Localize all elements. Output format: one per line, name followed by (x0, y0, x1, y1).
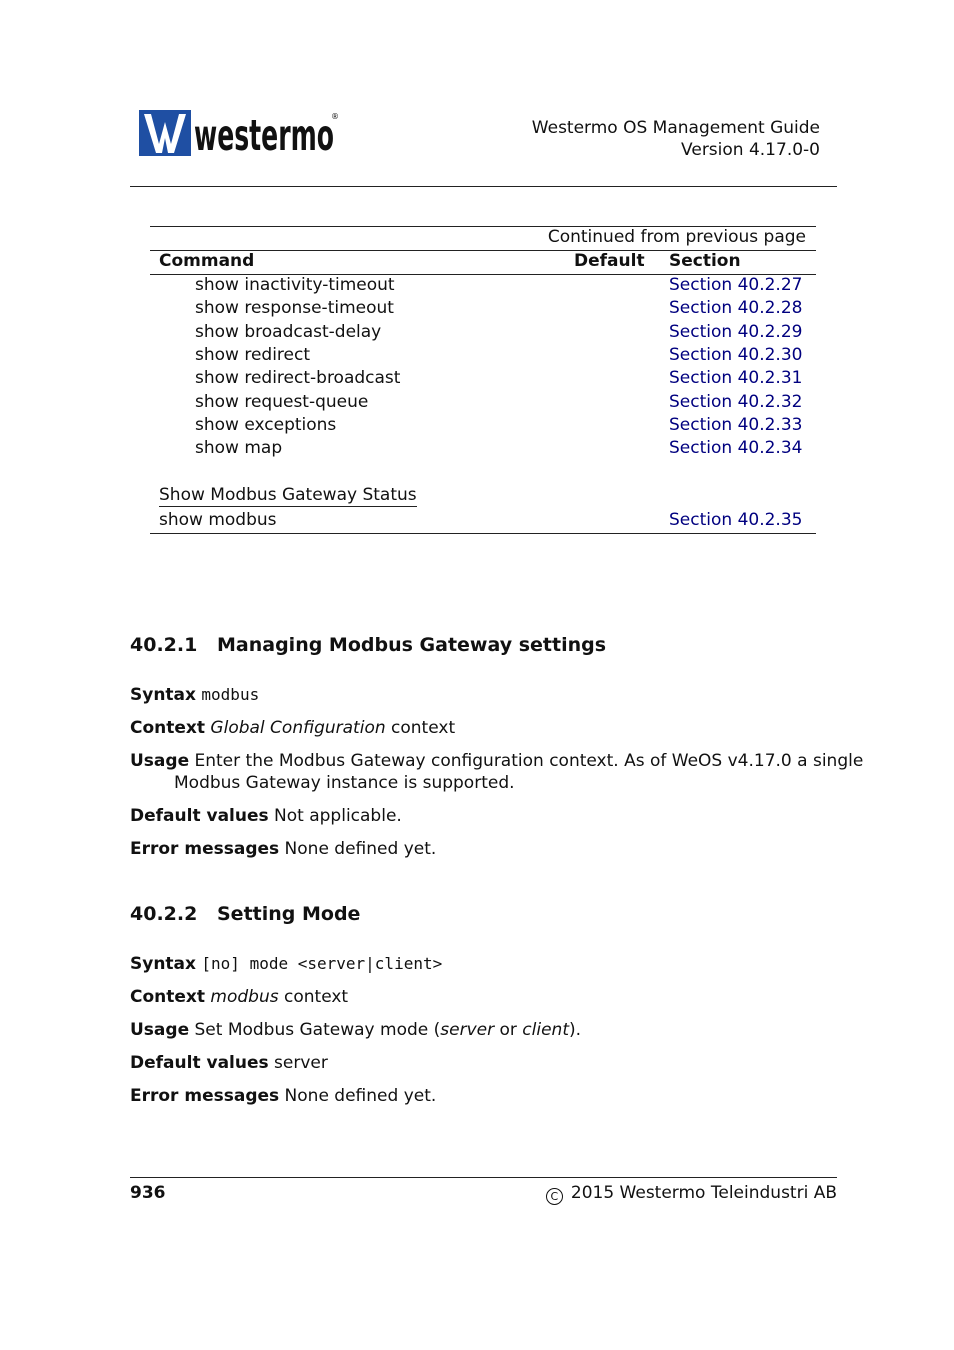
section-title: Setting Mode (217, 903, 361, 925)
section-number: 40.2.2 (130, 903, 198, 925)
guide-title: Westermo OS Management Guide (531, 118, 820, 138)
westermo-logo (139, 110, 339, 158)
section-link[interactable]: Section 40.2.32 (669, 392, 803, 412)
registered-mark: ® (331, 112, 339, 121)
syntax-label: Syntax (130, 954, 196, 974)
group-command: show modbus (159, 510, 277, 530)
error-messages-line (130, 838, 837, 860)
table-row-command: show broadcast-delay (195, 322, 382, 342)
error-messages-line (130, 1085, 837, 1107)
syntax-line (130, 684, 837, 706)
error-messages-label: Error messages (130, 1086, 280, 1106)
logo-wordmark: westermo (194, 111, 334, 158)
usage-line (130, 1019, 837, 1041)
error-messages-label: Error messages (130, 839, 280, 859)
usage-text: Enter the Modbus Gateway configuration context. As of WeOS v4.17.0 a single Modbus Gateway instance is supported. (174, 751, 864, 793)
table-row-command: show response-timeout (195, 298, 394, 318)
usage-mode-server: server (440, 1020, 495, 1040)
section-link[interactable]: Section 40.2.28 (669, 298, 803, 318)
context-suffix: context (284, 987, 349, 1007)
error-messages-text: None defined yet. (284, 839, 437, 859)
default-values-text: server (274, 1053, 328, 1073)
section-link[interactable]: Section 40.2.27 (669, 275, 803, 295)
section-heading (130, 903, 360, 925)
section-link[interactable]: Section 40.2.30 (669, 345, 803, 365)
usage-label: Usage (130, 751, 190, 771)
context-line (130, 717, 837, 739)
context-name: modbus (210, 987, 279, 1007)
error-messages-text: None defined yet. (284, 1086, 437, 1106)
section-link[interactable]: Section 40.2.31 (669, 368, 803, 388)
guide-version: Version 4.17.0-0 (681, 140, 820, 160)
syntax-code: modbus (201, 685, 260, 704)
document-header (532, 117, 820, 161)
section-link[interactable]: Section 40.2.35 (669, 510, 803, 530)
usage-mode-client: client (522, 1020, 569, 1040)
copyright-icon: C (546, 1188, 563, 1205)
default-values-line (130, 805, 837, 827)
usage-text-or: or (499, 1020, 517, 1040)
syntax-line (130, 953, 837, 975)
copyright-text: 2015 Westermo Teleindustri AB (570, 1183, 837, 1203)
usage-text-start: Set Modbus Gateway mode ( (194, 1020, 441, 1040)
context-line (130, 986, 837, 1008)
table-row-command: show redirect-broadcast (195, 368, 401, 388)
column-header-default: Default (574, 251, 645, 271)
usage-label: Usage (130, 1020, 190, 1040)
footer-divider (130, 1177, 837, 1178)
continued-note: Continued from previous page (547, 227, 806, 247)
table-bottom-rule (150, 533, 816, 534)
section-link[interactable]: Section 40.2.33 (669, 415, 803, 435)
context-name: Global Configuration (210, 718, 386, 738)
page-number: 936 (130, 1183, 166, 1203)
table-row-command: show request-queue (195, 392, 369, 412)
section-number: 40.2.1 (130, 634, 198, 656)
default-values-line (130, 1052, 837, 1074)
usage-line (130, 750, 881, 794)
context-label: Context (130, 987, 206, 1007)
column-header-command: Command (159, 251, 255, 271)
default-values-label: Default values (130, 1053, 269, 1073)
default-values-text: Not applicable. (274, 806, 402, 826)
syntax-label: Syntax (130, 685, 196, 705)
section-link[interactable]: Section 40.2.34 (669, 438, 803, 458)
table-row-command: show exceptions (195, 415, 337, 435)
group-title: Show Modbus Gateway Status (159, 485, 417, 505)
group-heading (159, 484, 417, 506)
column-header-section: Section (669, 251, 741, 271)
table-row-command: show redirect (195, 345, 311, 365)
table-row-command: show inactivity-timeout (195, 275, 395, 295)
context-suffix: context (391, 718, 456, 738)
section-link[interactable]: Section 40.2.29 (669, 322, 803, 342)
section-title: Managing Modbus Gateway settings (217, 634, 607, 656)
context-label: Context (130, 718, 206, 738)
table-row-command: show map (195, 438, 283, 458)
default-values-label: Default values (130, 806, 269, 826)
westermo-logo-icon (139, 110, 339, 158)
usage-text-end: ). (569, 1020, 582, 1040)
section-heading (130, 634, 606, 656)
syntax-code: [no] mode <server|client> (201, 954, 443, 973)
header-divider (130, 186, 837, 187)
copyright-notice (546, 1182, 837, 1205)
